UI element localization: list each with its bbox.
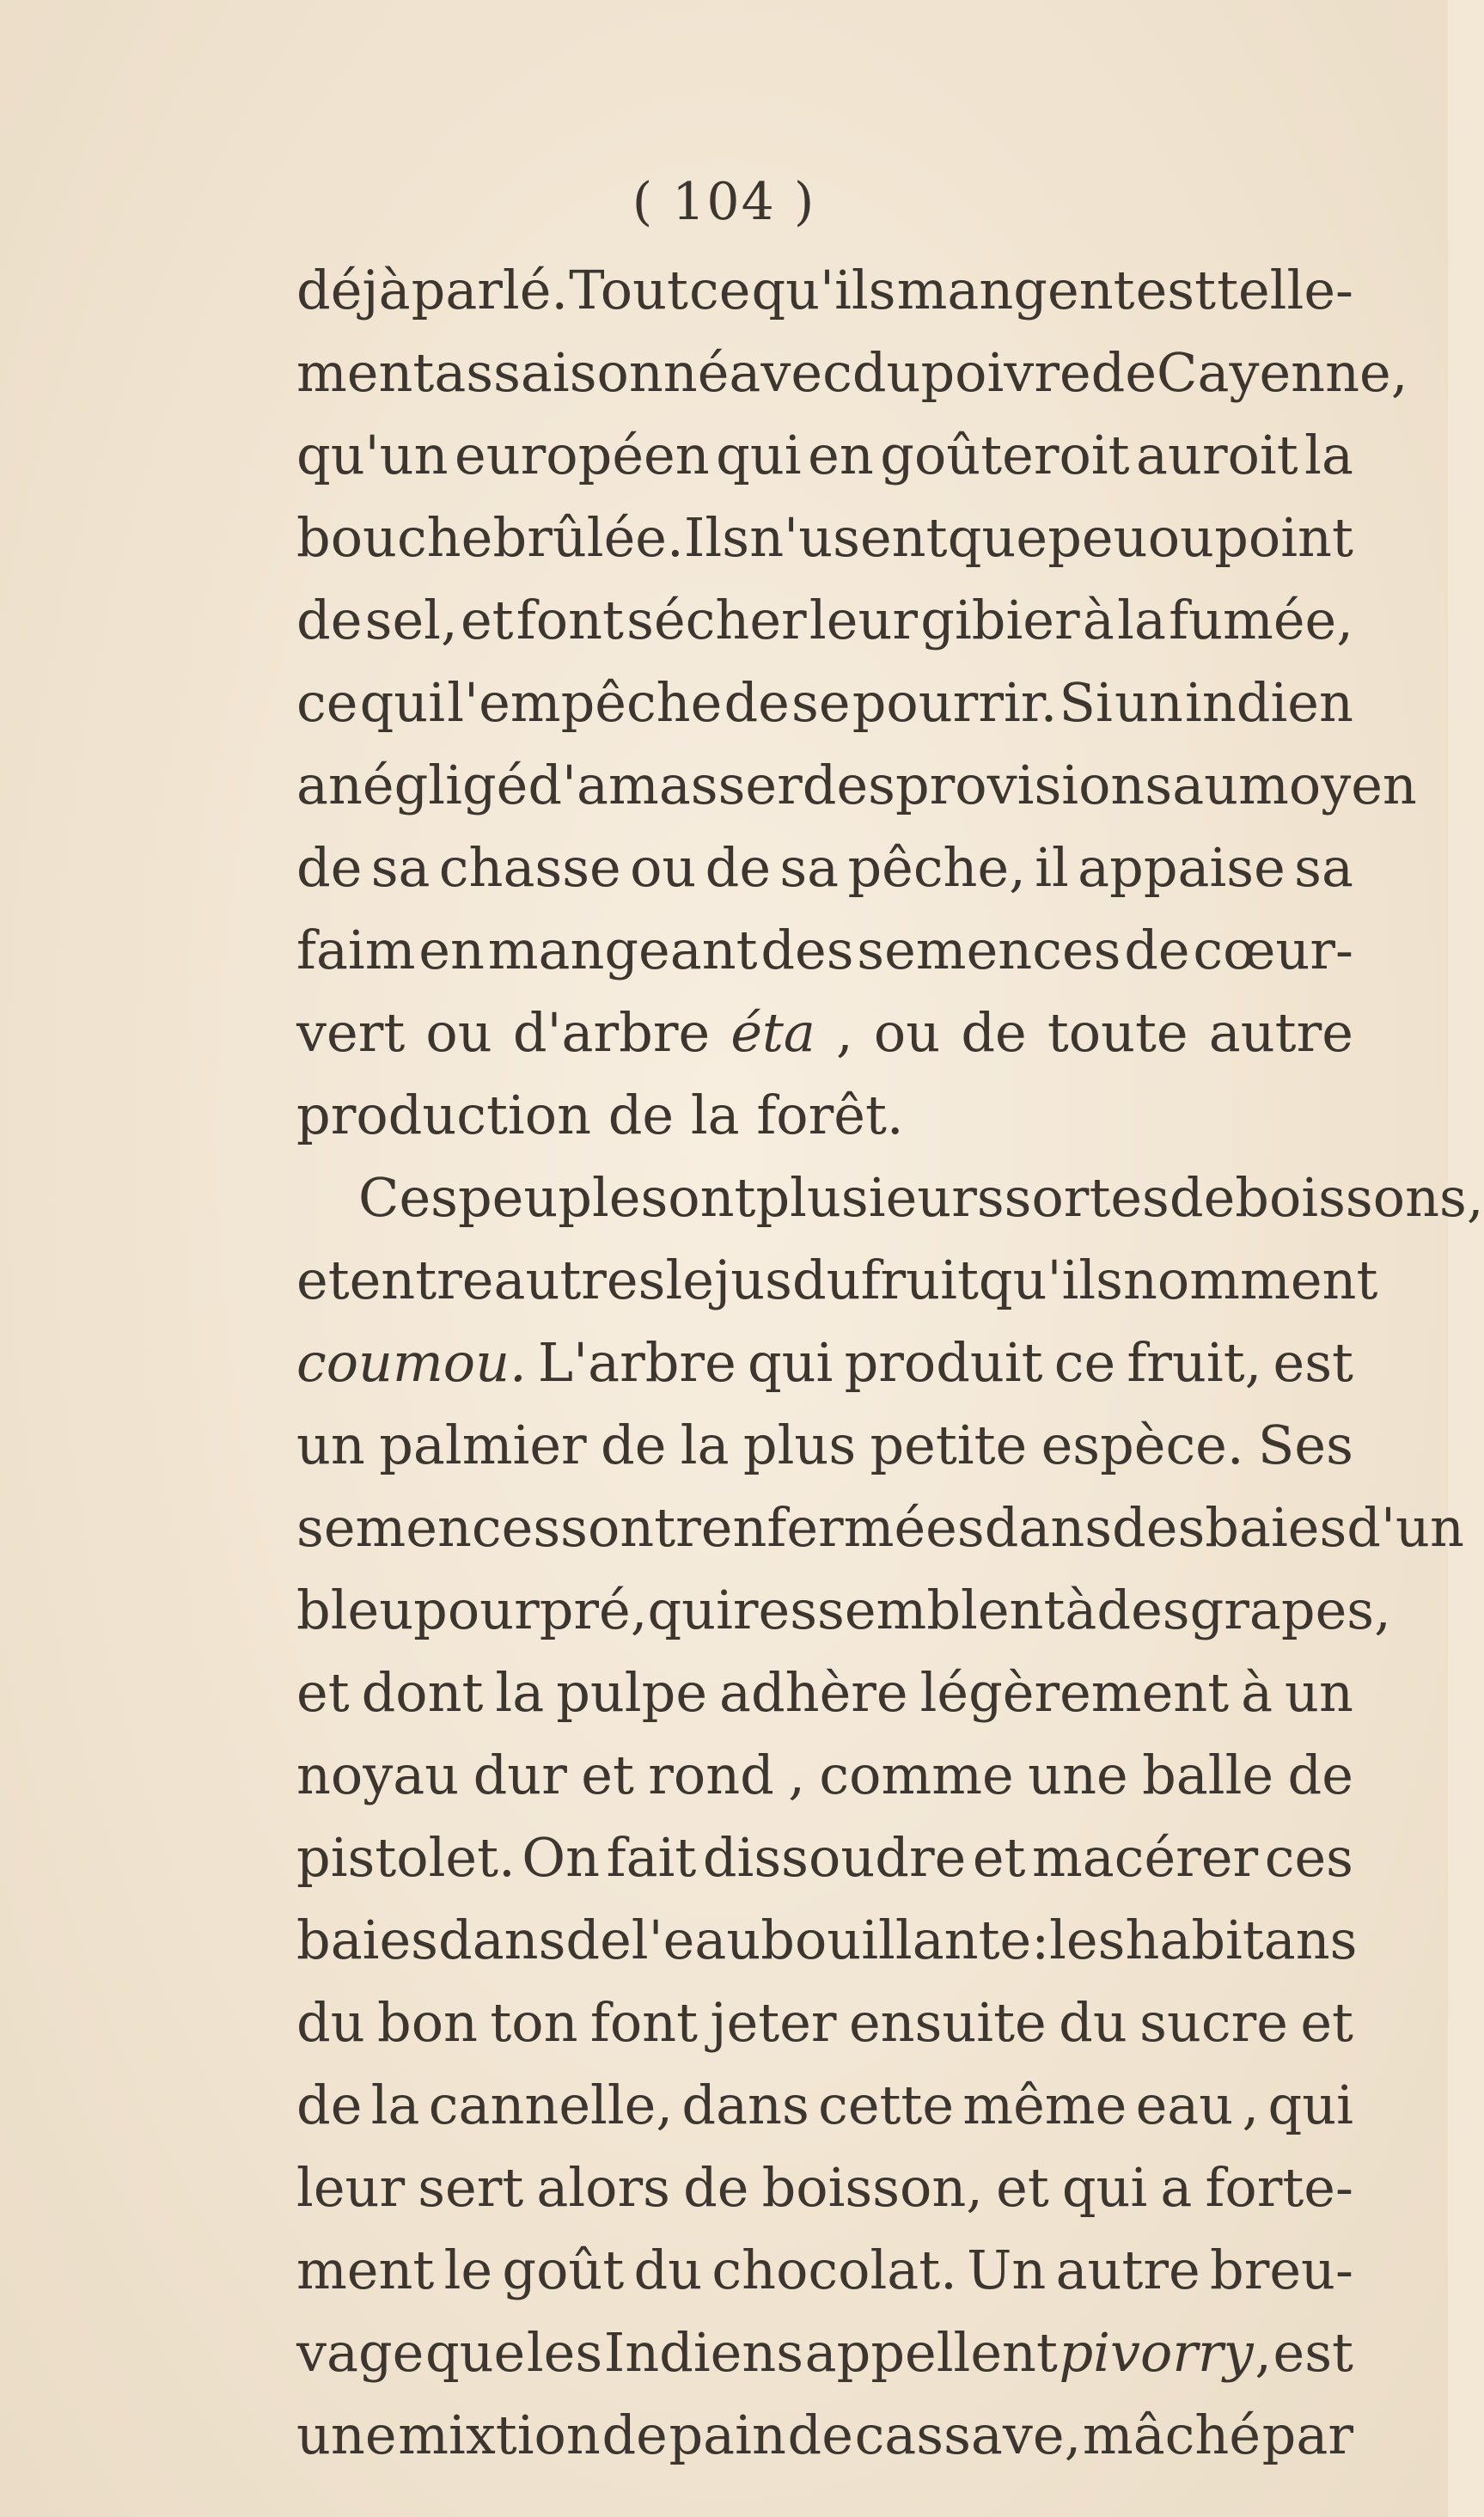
word: de bbox=[1169, 1166, 1236, 1229]
word: autre bbox=[1208, 1001, 1353, 1064]
word: leur bbox=[809, 589, 919, 651]
word: qu'ils bbox=[978, 1249, 1123, 1311]
word: telle- bbox=[1217, 259, 1353, 321]
word: chasse bbox=[438, 836, 621, 899]
word: font bbox=[589, 1991, 699, 2054]
word: adhère bbox=[718, 1661, 908, 1724]
word: semences bbox=[296, 1496, 561, 1559]
word: dans bbox=[681, 2074, 809, 2136]
word: ce bbox=[296, 671, 358, 734]
word: assaisonné bbox=[434, 341, 730, 404]
text-line bbox=[296, 332, 1408, 414]
word: , bbox=[1242, 2074, 1260, 2136]
word: qui bbox=[716, 424, 802, 486]
word: bouche bbox=[296, 506, 493, 569]
word: est bbox=[1135, 259, 1217, 321]
word: mixtion bbox=[398, 2404, 601, 2466]
word: Cayenne, bbox=[1157, 341, 1408, 404]
word: L'arbre bbox=[537, 1331, 736, 1394]
text-line bbox=[296, 1652, 1353, 1734]
word: en bbox=[418, 919, 485, 981]
word: l'empêche bbox=[447, 671, 723, 734]
word: à bbox=[1065, 1579, 1097, 1641]
word: qui bbox=[1061, 2156, 1148, 2219]
word: entre bbox=[349, 1249, 494, 1311]
text-line bbox=[296, 1982, 1353, 2064]
word: pêche, bbox=[847, 836, 1026, 899]
text-line bbox=[296, 497, 1353, 579]
word: des bbox=[760, 919, 854, 981]
word: éta bbox=[730, 1001, 815, 1064]
word: par bbox=[1261, 2404, 1353, 2466]
word: ment bbox=[296, 341, 435, 404]
word: une bbox=[1028, 1744, 1128, 1806]
word: breu- bbox=[1210, 2239, 1353, 2301]
word: de bbox=[683, 2156, 749, 2219]
text-line bbox=[296, 2312, 1353, 2394]
word: n'usent bbox=[749, 506, 948, 569]
word: dissoudre bbox=[702, 1826, 967, 1889]
word: de bbox=[961, 1001, 1027, 1064]
word: sortes bbox=[1004, 1166, 1169, 1229]
word: de bbox=[296, 2074, 363, 2136]
word: mâché bbox=[1082, 2404, 1261, 2466]
word: la bbox=[370, 2074, 420, 2136]
word: du bbox=[791, 1249, 861, 1311]
word: du bbox=[1059, 1991, 1127, 2054]
text-line bbox=[296, 662, 1353, 744]
word: sert bbox=[418, 2156, 524, 2219]
word: comme bbox=[819, 1744, 1014, 1806]
word: , bbox=[836, 1001, 853, 1064]
word: vage bbox=[296, 2321, 424, 2384]
word: d'un bbox=[1347, 1496, 1464, 1559]
word: boissons, bbox=[1235, 1166, 1484, 1229]
word: avec bbox=[729, 341, 852, 404]
word: légèrement bbox=[919, 1661, 1230, 1724]
word: sont bbox=[560, 1496, 676, 1559]
word: cœur- bbox=[1193, 919, 1353, 981]
word: autres bbox=[493, 1249, 666, 1311]
word: mangeant bbox=[487, 919, 758, 981]
word: la bbox=[495, 1661, 545, 1724]
word: de bbox=[608, 1084, 675, 1146]
word: semences bbox=[857, 919, 1121, 981]
word: a bbox=[296, 754, 328, 816]
word: appaise bbox=[1078, 836, 1286, 899]
word: Indiens bbox=[603, 2321, 804, 2384]
word: européen bbox=[455, 424, 710, 486]
word: de bbox=[724, 671, 790, 734]
word: ont bbox=[668, 1166, 756, 1229]
word: ensuite bbox=[848, 1991, 1047, 2054]
word: un bbox=[1285, 1661, 1353, 1724]
word: que bbox=[424, 2321, 526, 2384]
word: bleu bbox=[296, 1579, 414, 1641]
text-line bbox=[296, 992, 1353, 1074]
word: dans bbox=[438, 1909, 566, 1971]
word: moyen bbox=[1238, 754, 1417, 816]
word: habitans bbox=[1125, 1909, 1358, 1971]
word: sa bbox=[370, 836, 431, 899]
word: appellent bbox=[804, 2321, 1058, 2384]
word: renfermées bbox=[675, 1496, 985, 1559]
word: à bbox=[1241, 1661, 1273, 1724]
word: de bbox=[1287, 1744, 1353, 1806]
word: que bbox=[947, 506, 1048, 569]
word: rond bbox=[648, 1744, 774, 1806]
word: d'amasser bbox=[528, 754, 803, 816]
word: et bbox=[296, 1661, 350, 1724]
text-line bbox=[296, 579, 1353, 662]
word: de bbox=[1090, 341, 1157, 404]
word: cannelle, bbox=[428, 2074, 674, 2136]
word: espèce. bbox=[1041, 1414, 1244, 1476]
text-line bbox=[296, 2064, 1353, 2147]
word: , bbox=[1255, 2321, 1272, 2384]
word: , bbox=[788, 1744, 805, 1806]
word: macérer bbox=[1032, 1826, 1259, 1889]
text-line bbox=[296, 1322, 1353, 1404]
word: Ils bbox=[683, 506, 750, 569]
word: et bbox=[996, 2156, 1049, 2219]
word: jeter bbox=[710, 1991, 837, 2054]
word: qui bbox=[747, 1331, 834, 1394]
word: d'arbre bbox=[512, 1001, 711, 1064]
word: de bbox=[296, 589, 363, 651]
word: produit bbox=[844, 1331, 1043, 1394]
word: plus bbox=[742, 1414, 857, 1476]
word: fruit, bbox=[1127, 1331, 1262, 1394]
word: de bbox=[565, 1909, 632, 1971]
word: bouillante bbox=[760, 1909, 1032, 1971]
word: ce bbox=[688, 259, 751, 321]
word: faim bbox=[296, 919, 416, 981]
word: de bbox=[787, 2404, 853, 2466]
word: ce bbox=[1053, 1331, 1116, 1394]
paragraph bbox=[296, 1157, 1484, 2477]
word: des bbox=[1112, 1496, 1206, 1559]
word: eau bbox=[1135, 2074, 1234, 2136]
word: production bbox=[296, 1084, 591, 1146]
word: brûlée. bbox=[492, 506, 684, 569]
text-line bbox=[296, 1239, 1378, 1322]
word: la bbox=[680, 1414, 730, 1476]
text-line bbox=[296, 1817, 1353, 1899]
word: Tout bbox=[569, 259, 688, 321]
word: Si bbox=[1059, 671, 1113, 734]
word: pulpe bbox=[556, 1661, 708, 1724]
body-text bbox=[296, 249, 1484, 2477]
word: alors bbox=[536, 2156, 670, 2219]
word: ces bbox=[1264, 1826, 1353, 1889]
word: le bbox=[443, 2239, 493, 2301]
word: pistolet. bbox=[296, 1826, 516, 1889]
word: font bbox=[516, 589, 624, 651]
word: se bbox=[791, 671, 851, 734]
word: ressemblent bbox=[732, 1579, 1066, 1641]
word: jus bbox=[713, 1249, 792, 1311]
word: baies bbox=[1205, 1496, 1347, 1559]
text-line bbox=[296, 1404, 1353, 1487]
word: goûteroit bbox=[880, 424, 1130, 486]
word: du bbox=[633, 2239, 703, 2301]
text-line bbox=[296, 2394, 1353, 2477]
text-line bbox=[296, 909, 1353, 992]
word: de bbox=[705, 836, 772, 899]
word: la bbox=[1117, 589, 1166, 651]
word: au bbox=[1172, 754, 1239, 816]
word: chocolat. bbox=[711, 2239, 957, 2301]
text-line bbox=[296, 1734, 1353, 1817]
word: de bbox=[296, 836, 363, 899]
word: négligé bbox=[327, 754, 528, 816]
word: ou bbox=[630, 836, 697, 899]
word: vert bbox=[296, 1001, 406, 1064]
word: pain bbox=[669, 2404, 786, 2466]
word: pourrir. bbox=[852, 671, 1058, 734]
word: les bbox=[526, 2321, 603, 2384]
word: le bbox=[665, 1249, 714, 1311]
word: baies bbox=[296, 1909, 438, 1971]
word: même bbox=[962, 2074, 1127, 2136]
word: parlé. bbox=[411, 259, 569, 321]
word: qui bbox=[1267, 2074, 1353, 2136]
word: bon bbox=[377, 1991, 478, 2054]
word: autre bbox=[1055, 2239, 1200, 2301]
word: goût bbox=[502, 2239, 625, 2301]
word: nomment bbox=[1123, 1249, 1378, 1311]
word: sa bbox=[779, 836, 840, 899]
word: Ces bbox=[358, 1166, 458, 1229]
word: : bbox=[1031, 1909, 1050, 1971]
text-line bbox=[296, 249, 1353, 332]
word: de bbox=[1124, 919, 1190, 981]
word: palmier bbox=[379, 1414, 587, 1476]
word: et bbox=[296, 1249, 350, 1311]
page-number: ( 104 ) bbox=[632, 172, 816, 232]
word: un bbox=[296, 1414, 365, 1476]
text-line bbox=[296, 827, 1353, 909]
word: grapes, bbox=[1189, 1579, 1391, 1641]
word: la bbox=[1304, 424, 1353, 486]
word: provisions bbox=[895, 754, 1173, 816]
word: point bbox=[1214, 506, 1353, 569]
word: qu'ils bbox=[751, 259, 896, 321]
word: qui bbox=[647, 1579, 733, 1641]
word: et bbox=[581, 1744, 634, 1806]
word: pivorry bbox=[1059, 2321, 1254, 2384]
word: dur bbox=[473, 1744, 567, 1806]
word: cassave, bbox=[854, 2404, 1082, 2466]
word: est bbox=[1273, 1331, 1353, 1394]
word: cette bbox=[818, 2074, 955, 2136]
word: des bbox=[802, 754, 895, 816]
text-line bbox=[296, 2229, 1353, 2312]
word: sucre bbox=[1139, 1991, 1288, 2054]
word: a bbox=[1160, 2156, 1193, 2219]
text-line bbox=[296, 1899, 1358, 1982]
text-line bbox=[296, 414, 1353, 497]
word: déjà bbox=[296, 259, 411, 321]
word: en bbox=[808, 424, 874, 486]
text-line bbox=[296, 744, 1417, 827]
word: du bbox=[852, 341, 921, 404]
word: Ses bbox=[1257, 1414, 1353, 1476]
text-line bbox=[296, 1157, 1484, 1239]
word: ou bbox=[1147, 506, 1214, 569]
word: sa bbox=[1294, 836, 1353, 899]
word: et bbox=[460, 589, 514, 651]
word: ou bbox=[873, 1001, 941, 1064]
text-line bbox=[296, 2147, 1353, 2229]
text-line bbox=[296, 1074, 1353, 1157]
word: de bbox=[602, 2404, 668, 2466]
word: il bbox=[1035, 836, 1069, 899]
word: forte- bbox=[1205, 2156, 1353, 2219]
word: l'eau bbox=[631, 1909, 761, 1971]
word: et bbox=[1300, 1991, 1353, 2054]
word: fait bbox=[606, 1826, 697, 1889]
word: dont bbox=[361, 1661, 484, 1724]
word: balle bbox=[1142, 1744, 1274, 1806]
word: la bbox=[690, 1084, 740, 1146]
word: sel, bbox=[364, 589, 458, 651]
word: de bbox=[601, 1414, 667, 1476]
word: à bbox=[1082, 589, 1115, 651]
word: boisson, bbox=[761, 2156, 984, 2219]
word: qu'un bbox=[296, 424, 449, 486]
paragraph bbox=[296, 249, 1417, 1157]
word: un bbox=[1114, 671, 1183, 734]
word: dans bbox=[984, 1496, 1113, 1559]
word: est bbox=[1273, 2321, 1353, 2384]
word: plusieurs bbox=[755, 1166, 1005, 1229]
word: du bbox=[296, 1991, 365, 2054]
word: noyau bbox=[296, 1744, 460, 1806]
word: forêt. bbox=[756, 1084, 904, 1146]
word: ou bbox=[425, 1001, 492, 1064]
word: pourpré, bbox=[413, 1579, 648, 1641]
word: et bbox=[972, 1826, 1026, 1889]
word: ton bbox=[490, 1991, 578, 2054]
word: sécher bbox=[626, 589, 807, 651]
word: des bbox=[1096, 1579, 1190, 1641]
word: qui bbox=[359, 671, 446, 734]
word: poivre bbox=[920, 341, 1091, 404]
word: les bbox=[1049, 1909, 1126, 1971]
word: une bbox=[296, 2404, 397, 2466]
word: ment bbox=[296, 2239, 435, 2301]
text-line bbox=[296, 1569, 1391, 1652]
word: gibier bbox=[920, 589, 1080, 651]
word: leur bbox=[296, 2156, 406, 2219]
word: peuples bbox=[457, 1166, 669, 1229]
text-line bbox=[296, 1487, 1464, 1569]
word: mangent bbox=[896, 259, 1135, 321]
word: On bbox=[522, 1826, 601, 1889]
word: fruit bbox=[860, 1249, 979, 1311]
word: toute bbox=[1047, 1001, 1188, 1064]
word: auroit bbox=[1136, 424, 1298, 486]
word: petite bbox=[870, 1414, 1028, 1476]
word: coumou. bbox=[296, 1331, 527, 1394]
word: fumée, bbox=[1169, 589, 1353, 651]
word: peu bbox=[1047, 506, 1148, 569]
word: indien bbox=[1185, 671, 1353, 734]
word: Un bbox=[967, 2239, 1047, 2301]
